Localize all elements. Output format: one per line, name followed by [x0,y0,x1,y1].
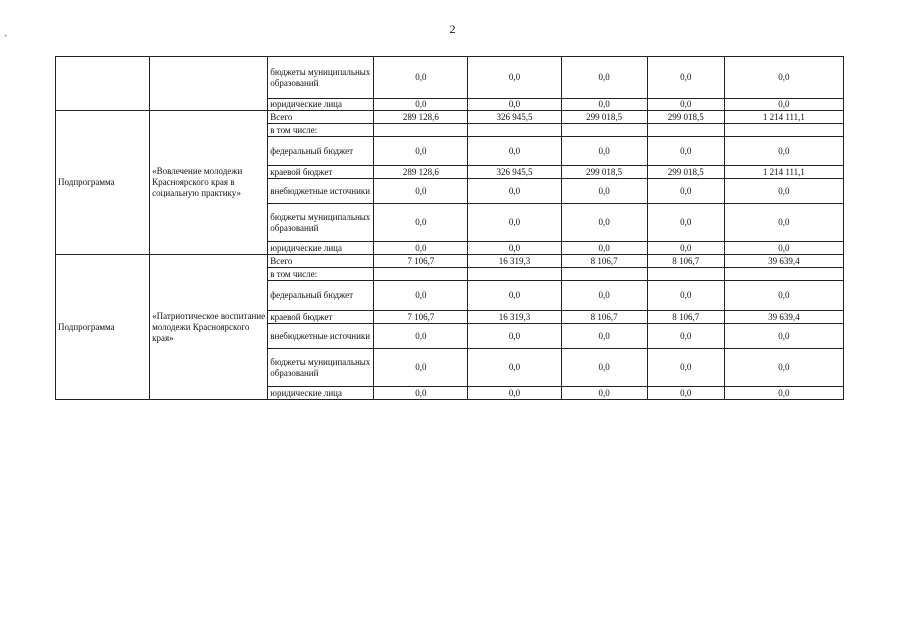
source-label: внебюджетные источники [268,179,374,204]
value-cell [561,124,647,137]
value-cell: 0,0 [374,204,468,242]
value-cell: 0,0 [647,137,724,166]
value-cell: 299 018,5 [561,111,647,124]
value-cell: 0,0 [374,387,468,400]
table-row [56,111,844,124]
value-cell: 0,0 [561,281,647,311]
value-cell: 0,0 [374,349,468,387]
value-cell: 0,0 [468,204,561,242]
source-label: юридические лица [268,99,374,111]
value-cell: 39 639,4 [724,255,843,268]
value-cell: 0,0 [724,387,843,400]
value-cell: 0,0 [374,99,468,111]
value-cell: 0,0 [647,349,724,387]
source-label: краевой бюджет [268,166,374,179]
value-cell: 0,0 [374,242,468,255]
value-cell: 0,0 [724,281,843,311]
value-cell: 0,0 [561,387,647,400]
value-cell: 0,0 [561,179,647,204]
value-cell: 0,0 [724,242,843,255]
value-cell: 0,0 [561,204,647,242]
value-cell: 0,0 [561,242,647,255]
source-label: в том числе: [268,268,374,281]
value-cell: 1 214 111,1 [724,111,843,124]
financing-table [55,56,844,400]
value-cell: 0,0 [724,349,843,387]
value-cell: 8 106,7 [561,311,647,324]
margin-mark: - [4,30,7,40]
value-cell: 0,0 [374,57,468,99]
source-label: Всего [268,111,374,124]
value-cell: 0,0 [374,179,468,204]
value-cell: 0,0 [374,324,468,349]
value-cell: 0,0 [468,387,561,400]
source-label: Всего [268,255,374,268]
value-cell: 0,0 [374,137,468,166]
source-label: юридические лица [268,387,374,400]
value-cell [468,268,561,281]
value-cell: 0,0 [724,179,843,204]
value-cell: 0,0 [468,281,561,311]
value-cell: 0,0 [374,281,468,311]
value-cell: 0,0 [647,242,724,255]
value-cell [561,268,647,281]
subprogram-name: «Вовлечение молодежи Красноярского края в социальную практику» [150,111,268,255]
value-cell: 39 639,4 [724,311,843,324]
value-cell: 7 106,7 [374,311,468,324]
value-cell: 289 128,6 [374,166,468,179]
value-cell: 16 319,3 [468,255,561,268]
value-cell: 0,0 [561,99,647,111]
value-cell: 0,0 [468,349,561,387]
value-cell: 0,0 [647,324,724,349]
value-cell: 0,0 [724,324,843,349]
value-cell [374,268,468,281]
value-cell: 0,0 [468,137,561,166]
value-cell: 0,0 [724,99,843,111]
value-cell: 0,0 [647,204,724,242]
value-cell: 0,0 [561,57,647,99]
value-cell: 326 945,5 [468,166,561,179]
value-cell: 299 018,5 [561,166,647,179]
value-cell: 0,0 [647,179,724,204]
value-cell: 16 319,3 [468,311,561,324]
value-cell: 0,0 [647,281,724,311]
value-cell: 0,0 [647,99,724,111]
type-cell-empty [56,57,150,111]
value-cell: 0,0 [724,204,843,242]
value-cell: 289 128,6 [374,111,468,124]
value-cell [647,268,724,281]
value-cell: 299 018,5 [647,111,724,124]
value-cell [724,268,843,281]
value-cell: 299 018,5 [647,166,724,179]
value-cell: 0,0 [647,57,724,99]
value-cell: 0,0 [561,349,647,387]
value-cell [647,124,724,137]
source-label: юридические лица [268,242,374,255]
source-label: краевой бюджет [268,311,374,324]
value-cell: 0,0 [561,137,647,166]
value-cell: 326 945,5 [468,111,561,124]
value-cell: 0,0 [468,179,561,204]
value-cell: 7 106,7 [374,255,468,268]
value-cell: 0,0 [468,324,561,349]
name-cell-empty [150,57,268,111]
table-row [56,255,844,268]
value-cell: 8 106,7 [647,255,724,268]
value-cell: 1 214 111,1 [724,166,843,179]
value-cell [374,124,468,137]
source-label: в том числе: [268,124,374,137]
value-cell: 0,0 [724,137,843,166]
value-cell: 8 106,7 [561,255,647,268]
source-label: бюджеты муниципальных образований [268,349,374,387]
value-cell: 0,0 [724,57,843,99]
subprogram-type: Подпрограмма [56,255,150,400]
value-cell: 0,0 [468,242,561,255]
source-label: бюджеты муниципальных образований [268,204,374,242]
value-cell: 0,0 [647,387,724,400]
source-label: бюджеты муниципальных образований [268,57,374,99]
value-cell: 8 106,7 [647,311,724,324]
page-number: 2 [449,22,456,36]
table-row [56,57,844,99]
source-label: федеральный бюджет [268,137,374,166]
value-cell: 0,0 [468,99,561,111]
source-label: федеральный бюджет [268,281,374,311]
subprogram-name: «Патриотическое воспитание молодежи Красноярского края» [150,255,268,400]
value-cell: 0,0 [468,57,561,99]
value-cell [724,124,843,137]
value-cell: 0,0 [561,324,647,349]
source-label: внебюджетные источники [268,324,374,349]
subprogram-type: Подпрограмма [56,111,150,255]
value-cell [468,124,561,137]
